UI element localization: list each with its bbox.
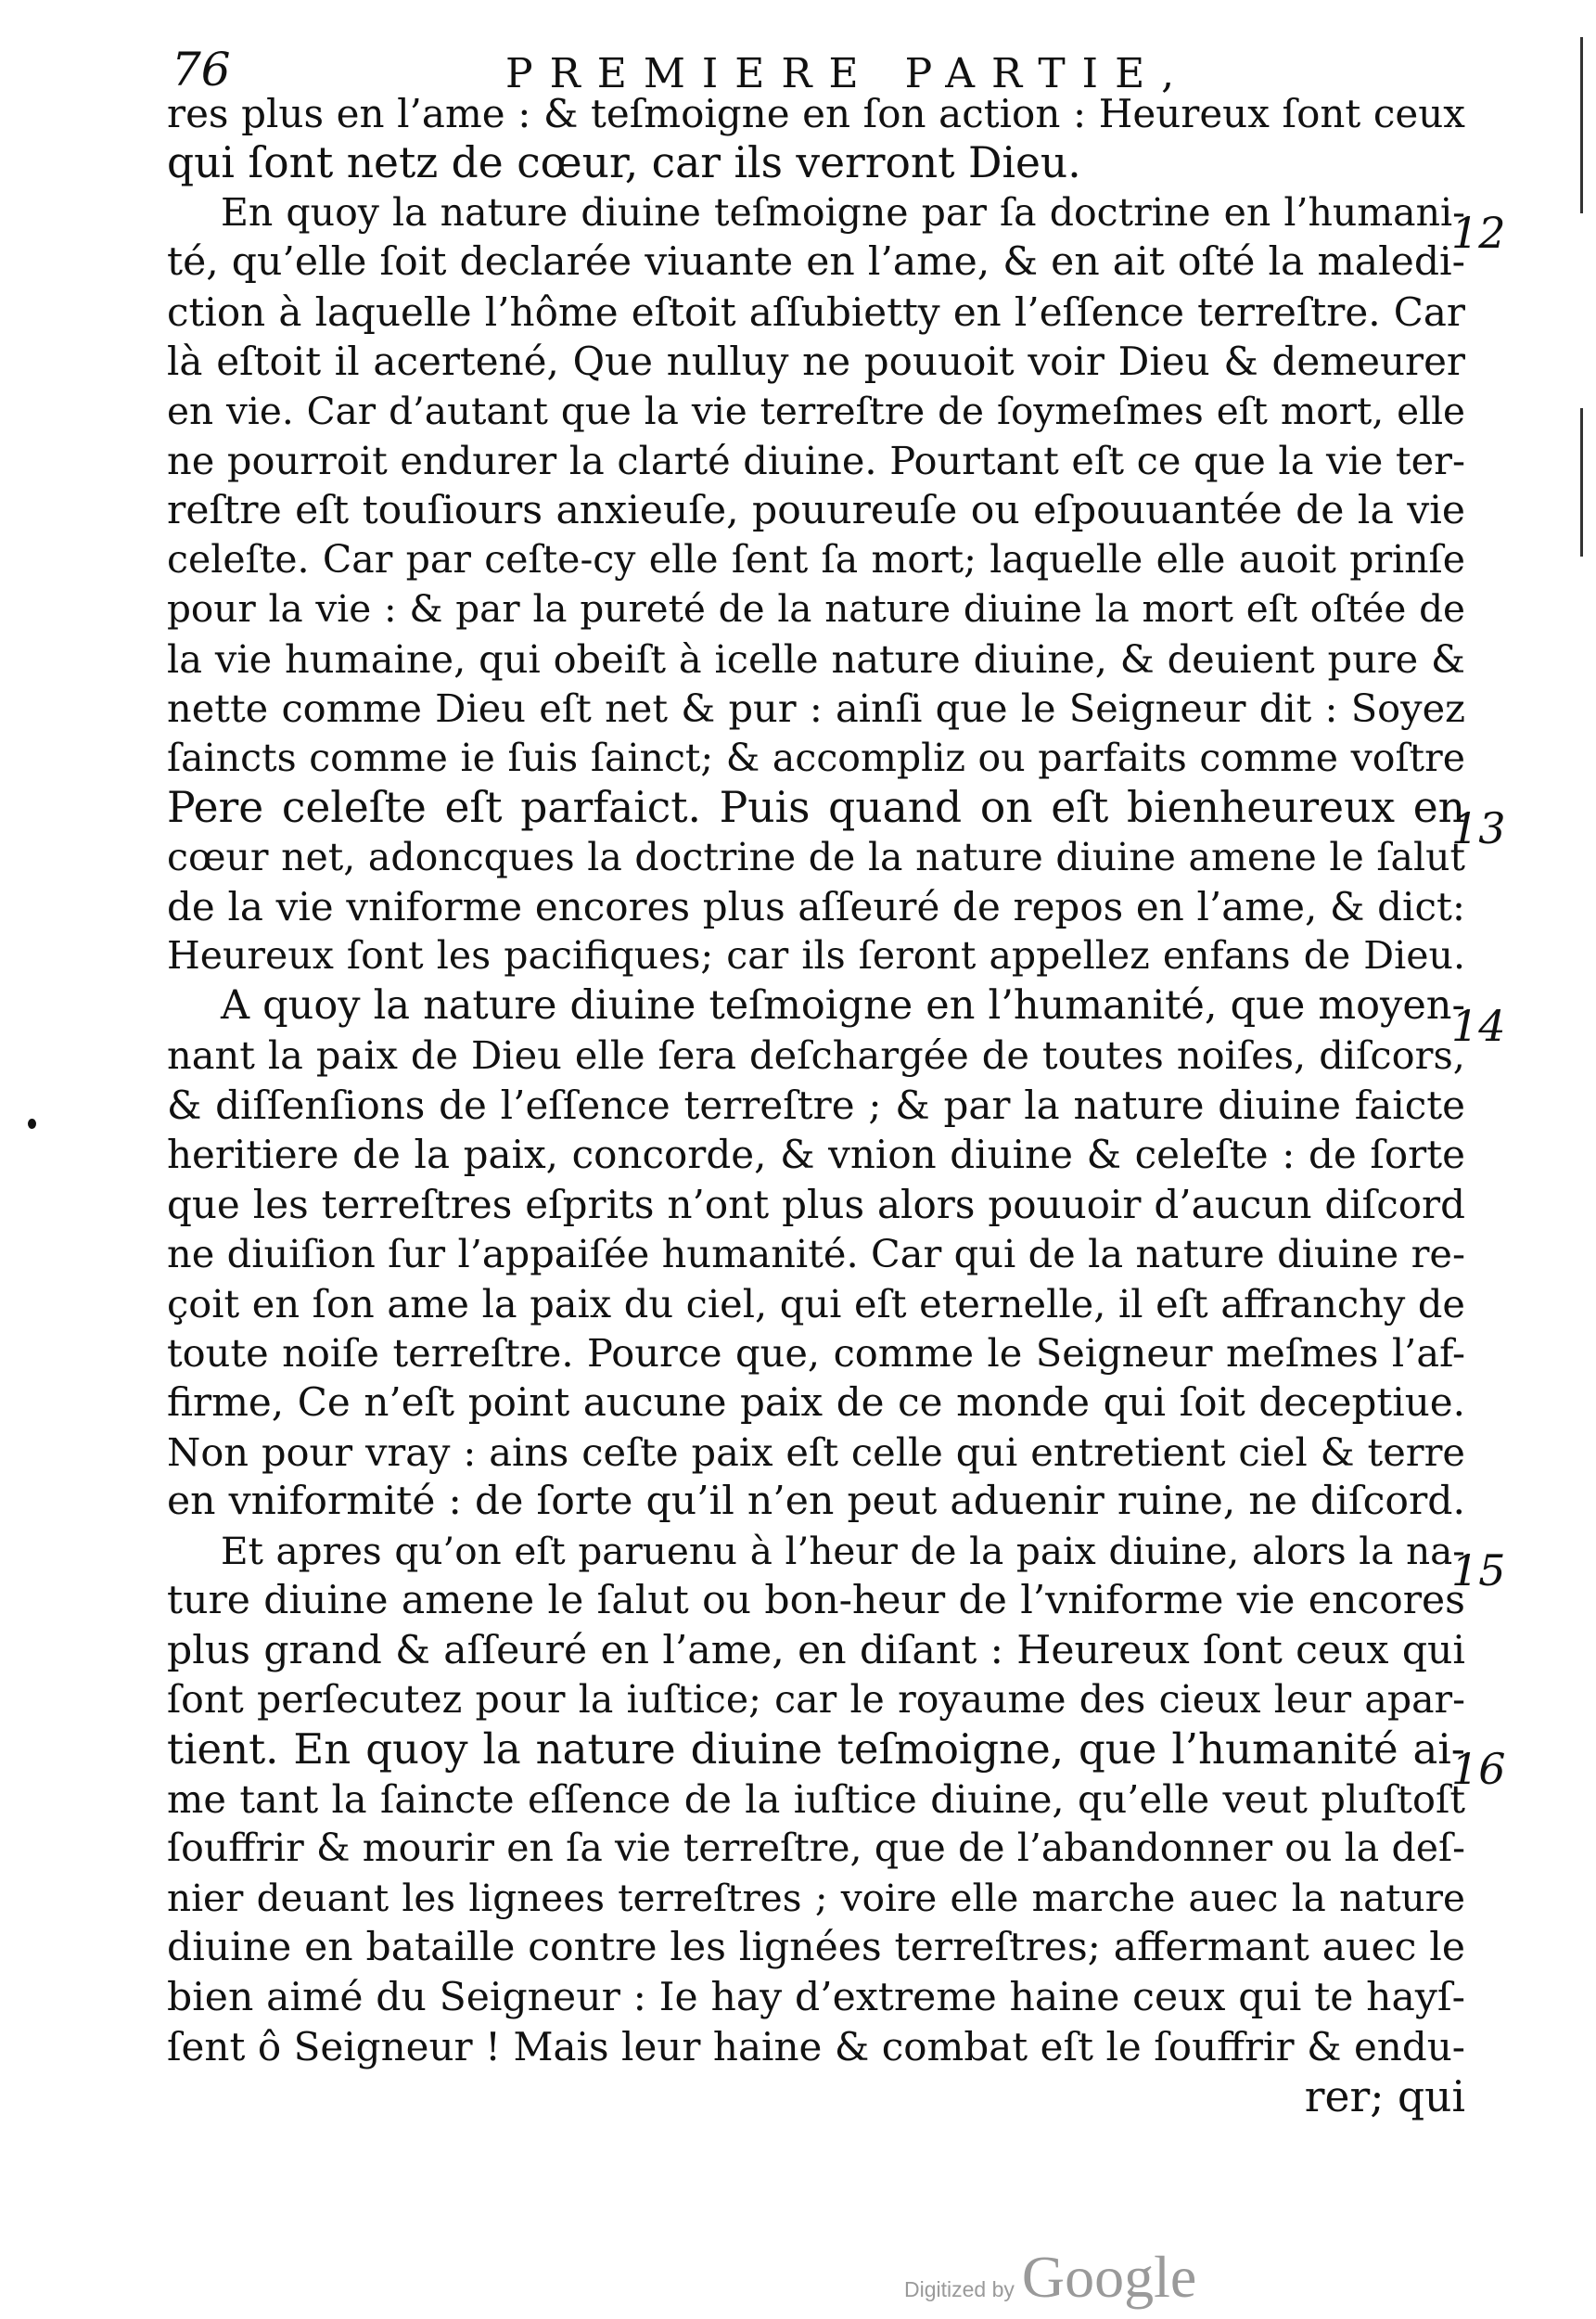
margin-verse-number: 12 [1451, 208, 1506, 258]
text-line: nette comme Dieu eſt net & pur : ainſi que le Seigneur dit : Soyez [167, 685, 1465, 732]
page-number: 76 [172, 43, 231, 96]
text-line: A quoy la nature diuine teſmoigne en l’humanité, que moyen- [221, 981, 1465, 1029]
text-line: plus grand & aſſeuré en l’ame, en diſant : Heureux ſont ceux qui [167, 1627, 1465, 1673]
margin-verse-number: 14 [1451, 1001, 1506, 1051]
page-edge-shadow [1580, 37, 1583, 213]
text-line: Non pour vray : ains ceſte paix eſt celle qui entretient ciel & terre [167, 1429, 1465, 1475]
ink-spot [28, 1119, 36, 1129]
text-line: ſont perſecutez pour la iuſtice; car le royaume des cieux leur apar- [167, 1677, 1465, 1722]
text-line: Heureux ſont les pacifiques; car ils ſeront appellez enfans de Dieu. [167, 933, 1465, 979]
margin-verse-number: 15 [1451, 1545, 1506, 1595]
margin-verse-number: 16 [1451, 1744, 1506, 1794]
text-line: là eſtoit il acertené, Que nulluy ne pouuoit voir Dieu & demeurer [167, 339, 1465, 385]
text-line: ne pourroit endurer la clarté diuine. Pourtant eſt ce que la vie ter- [167, 438, 1465, 484]
text-line: en vie. Car d’autant que la vie terreſtre de ſoymeſmes eſt mort, elle [167, 388, 1465, 433]
text-line: me tant la ſaincte eſſence de la iuſtice diuine, qu’elle veut pluſtoſt [167, 1775, 1465, 1822]
google-logo: Google [1021, 2244, 1197, 2310]
text-line: de la vie vniforme encores plus aſſeuré de repos en l’ame, & dict: [167, 884, 1465, 929]
text-line: firme, Ce n’eſt point aucune paix de ce monde qui ſoit deceptiue. [167, 1379, 1465, 1426]
text-line: qui ſont netz de cœur, car ils verront Dieu. [167, 138, 1081, 188]
text-line: & diſſenſions de l’eſſence terreſtre ; & par la nature diuine faicte [167, 1082, 1465, 1128]
text-line: diuine en bataille contre les lignées terreſtres; affermant auec le [167, 1925, 1465, 1971]
text-line: bien aimé du Seigneur : Ie hay d’extreme haine ceux qui te hayſ- [167, 1974, 1465, 2020]
text-line: ction à laquelle l’hôme eſtoit aſſubietty en l’eſſence terreſtre. Car [167, 288, 1465, 335]
text-line: ſaincts comme ie ſuis ſainct; & accompliz ou parfaits comme voſtre [167, 735, 1465, 780]
text-line: en vniformité : de ſorte qu’il n’en peut aduenir ruine, ne diſcord. [167, 1479, 1465, 1525]
text-line: tient. En quoy la nature diuine teſmoigne, que l’humanité ai- [167, 1724, 1465, 1774]
text-line: çoit en ſon ame la paix du ciel, qui eſt eternelle, il eſt affranchy de [167, 1280, 1465, 1326]
text-line: Pere celeſte eſt parfaict. Puis quand on eſt bienheureux en [167, 783, 1465, 833]
text-line: ture diuine amene le ſalut ou bon-heur de l’vniforme vie encores [167, 1578, 1465, 1624]
text-line: té, qu’elle ſoit declarée viuante en l’ame, & en ait oſté la maledi- [167, 239, 1465, 286]
text-line: la vie humaine, qui obeiſt à icelle nature diuine, & deuient pure & [167, 635, 1465, 682]
text-line: nier deuant les lignees terreſtres ; voire elle marche auec la nature [167, 1875, 1465, 1920]
text-line: toute noiſe terreſtre. Pource que, comme le Seigneur meſmes l’af- [167, 1329, 1465, 1376]
text-line: nant la paix de Dieu elle ſera deſchargée de toutes noiſes, diſcors, [167, 1032, 1465, 1079]
text-line: ne diuiſion ſur l’appaiſée humanité. Car qui de la nature diuine re- [167, 1231, 1465, 1277]
catchword: rer; qui [1304, 2071, 1465, 2121]
text-line: cœur net, adoncques la doctrine de la nature diuine amene le ſalut [167, 834, 1465, 879]
text-line: reſtre eſt touſiours anxieuſe, pouureuſe ou eſpouuantée de la vie [167, 487, 1465, 533]
text-line: res plus en l’ame : & teſmoigne en ſon action : Heureux ſont ceux [167, 91, 1465, 136]
text-line: ſouffrir & mourir en ſa vie terreſtre, que de l’abandonner ou la deſ- [167, 1826, 1465, 1871]
digitization-watermark [904, 2243, 1196, 2312]
text-line: Et apres qu’on eſt paruenu à l’heur de la paix diuine, alors la na- [221, 1528, 1465, 1573]
text-line: heritiere de la paix, concorde, & vnion diuine & celeſte : de ſorte [167, 1132, 1465, 1178]
text-line: pour la vie : & par la pureté de la nature diuine la mort eſt oſtée de [167, 586, 1465, 632]
page-edge-shadow [1580, 408, 1583, 557]
text-line: ſent ô Seigneur ! Mais leur haine & combat eſt le ſouffrir & endu- [167, 2024, 1465, 2070]
digitized-by-label: Digitized by [904, 2277, 1015, 2301]
text-line: En quoy la nature diuine teſmoigne par ſa doctrine en l’humani- [221, 189, 1465, 235]
text-line: que les terreſtres eſprits n’ont plus alors pouuoir d’aucun diſcord [167, 1181, 1465, 1227]
margin-verse-number: 13 [1451, 803, 1506, 853]
body-text [167, 89, 1465, 2121]
text-line: celeſte. Car par ceſte-cy elle ſent ſa mort; laquelle elle auoit prinſe [167, 536, 1465, 582]
running-head: PREMIERE PARTIE, [505, 50, 1192, 97]
